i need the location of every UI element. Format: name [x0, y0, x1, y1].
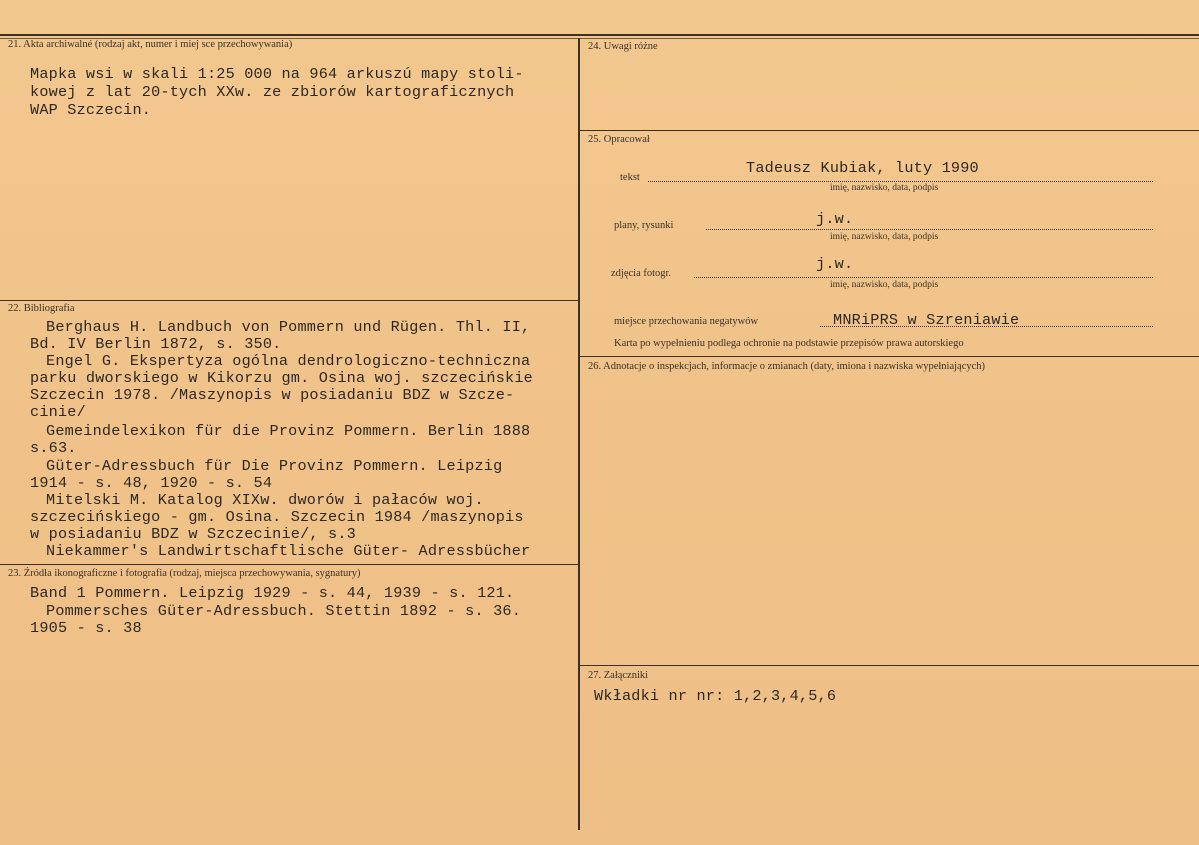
section-21-line-2: kowej z lat 20-tych XXw. ze zbiorów kartograficznych	[30, 83, 515, 101]
bibliography-line-7: Gemeindelexikon für die Provinz Pommern. Berlin 1888	[46, 422, 531, 440]
bibliography-line-14: Niekammer's Landwirtschaftlische Güter- Adressbücher	[46, 542, 531, 560]
bibliography-line-2: Bd. IV Berlin 1872, s. 350.	[30, 335, 282, 353]
zdjecia-line	[694, 277, 1153, 278]
tekst-line	[648, 181, 1153, 182]
divider-22-23	[0, 564, 580, 565]
bibliography-line-1: Berghaus H. Landbuch von Pommern und Rügen. Thl. II,	[46, 318, 531, 336]
bibliography-line-4: parku dworskiego w Kikorzu gm. Osina woj. szczecińskie	[30, 369, 533, 387]
divider-24-25	[580, 130, 1199, 131]
attachments-value: Wkładki nr nr: 1,2,3,4,5,6	[594, 687, 837, 705]
sources-line-3: 1905 - s. 38	[30, 619, 142, 637]
section-25-label: 25. Opracował	[588, 134, 650, 145]
sources-line-2: Pommersches Güter-Adressbuch. Stettin 1892 - s. 36.	[46, 602, 522, 620]
divider-21-22	[0, 300, 580, 301]
plany-line	[706, 229, 1153, 230]
bibliography-line-5: Szczecin 1978. /Maszynopis w posiadaniu BDZ w Szcze-	[30, 386, 515, 404]
tekst-value: Tadeusz Kubiak, luty 1990	[746, 159, 979, 177]
column-divider	[578, 38, 580, 830]
zdjecia-label: zdjęcia fotogr.	[611, 268, 672, 279]
plany-label: plany, rysunki	[614, 220, 674, 231]
plany-value: j.w.	[816, 210, 854, 228]
section-23-label: 23. Źródła ikonograficzne i fotografia (rodzaj, miejsca przechowywania, sygnatury)	[8, 568, 361, 579]
section-26-label: 26. Adnotacje o inspekcjach, informacje o zmianach (daty, imiona i nazwiska wypełniających)	[588, 361, 986, 372]
section-27-label: 27. Załączniki	[588, 670, 649, 681]
bibliography-line-13: w posiadaniu BDZ w Szczecinie/, s.3	[30, 525, 356, 543]
divider-25-26	[580, 356, 1199, 357]
bibliography-line-10: 1914 - s. 48, 1920 - s. 54	[30, 474, 273, 492]
section-21-line-3: WAP Szczecin.	[30, 101, 152, 119]
sources-line-1: Band 1 Pommern. Leipzig 1929 - s. 44, 1939 - s. 121.	[30, 584, 515, 602]
copyright-note: Karta po wypełnieniu podlega ochronie na podstawie przepisów prawa autorskiego	[614, 338, 964, 349]
tekst-caption: imię, nazwisko, data, podpis	[830, 183, 939, 193]
section-22-label: 22. Bibliografia	[8, 303, 75, 314]
section-24-label: 24. Uwagi różne	[588, 41, 658, 52]
bibliography-line-6: cinie/	[30, 403, 86, 421]
section-21-label: 21. Akta archiwalné (rodzaj akt, numer i miej sce przechowywania)	[8, 39, 293, 50]
bibliography-line-8: s.63.	[30, 439, 77, 457]
zdjecia-value: j.w.	[816, 255, 854, 273]
tekst-label: tekst	[620, 172, 640, 183]
top-rule	[0, 34, 1199, 36]
section-21-line-1: Mapka wsi w skali 1:25 000 na 964 arkuszú mapy stoli-	[30, 65, 524, 83]
negatywy-label: miejsce przechowania negatywów	[614, 316, 759, 327]
negatywy-value: MNRiPRS w Szreniawie	[833, 311, 1020, 329]
plany-caption: imię, nazwisko, data, podpis	[830, 232, 939, 242]
bibliography-line-12: szczecińskiego - gm. Osina. Szczecin 1984 /maszynopis	[30, 508, 524, 526]
bibliography-line-3: Engel G. Ekspertyza ogólna dendrologiczno-techniczna	[46, 352, 531, 370]
zdjecia-caption: imię, nazwisko, data, podpis	[830, 280, 939, 290]
bibliography-line-9: Güter-Adressbuch für Die Provinz Pommern. Leipzig	[46, 457, 503, 475]
divider-26-27	[580, 665, 1199, 666]
bibliography-line-11: Mitelski M. Katalog XIXw. dworów i pałaców woj.	[46, 491, 484, 509]
